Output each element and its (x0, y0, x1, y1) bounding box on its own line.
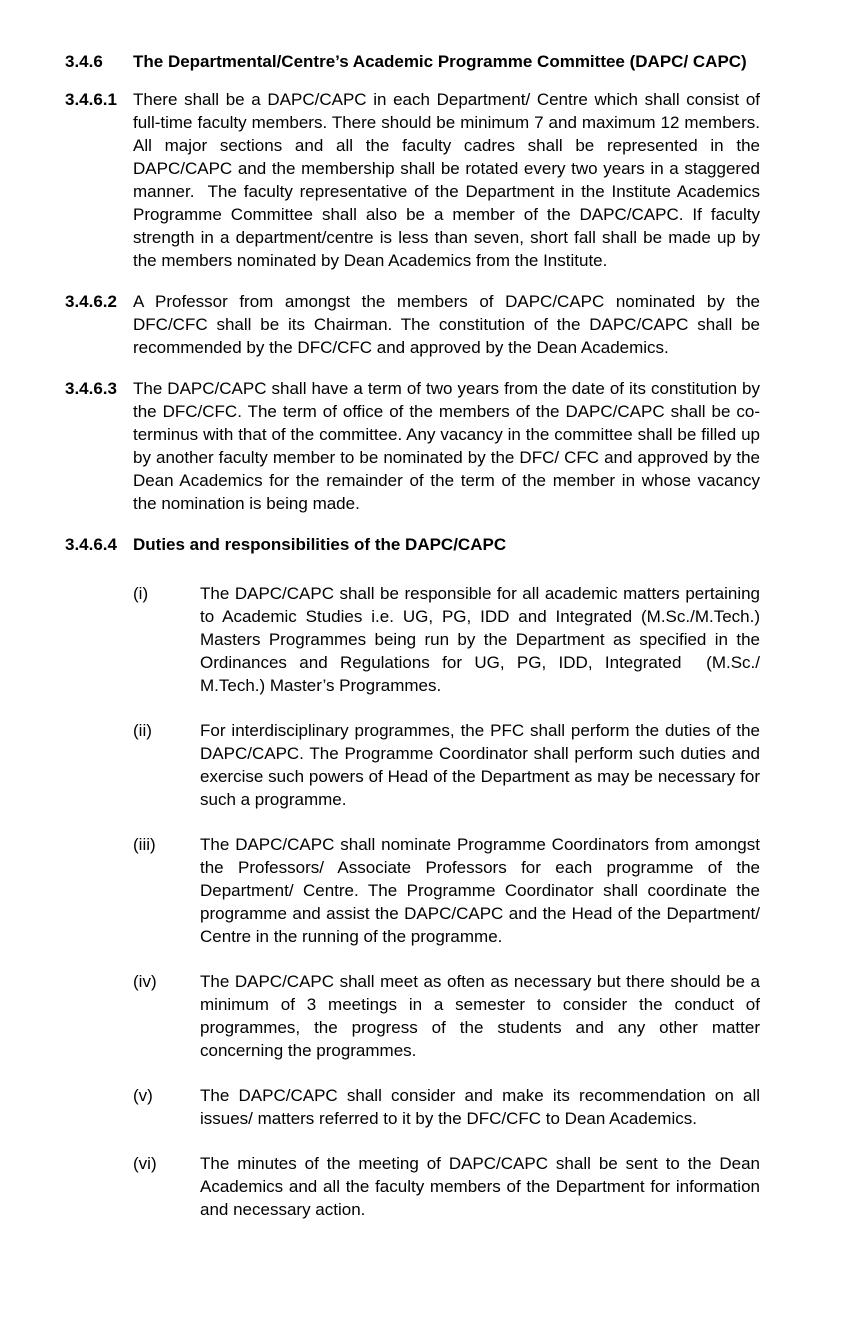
section-number: 3.4.6.4 (65, 535, 117, 554)
list-item-text: The DAPC/CAPC shall nominate Programme Coordinators from amongst the Professors/ Associate Professors for each programme of the Department/ Centre. The Programme Coordinator shall coordinate the programme and assist the DAPC/CAPC and the Head of the Department/ Centre in the running of the programme. (200, 835, 760, 946)
list-item-text: For interdisciplinary programmes, the PFC shall perform the duties of the DAPC/CAPC. The Programme Coordinator shall perform such duties and exercise such powers of Head of the Department as may be necessary for such a programme. (200, 721, 760, 809)
list-item-label: (i) (133, 584, 149, 603)
section-3-4-6 (65, 50, 760, 73)
section-number: 3.4.6 (65, 52, 103, 71)
list-item-iv (133, 970, 760, 1062)
list-item-label: (vi) (133, 1154, 157, 1173)
section-number: 3.4.6.1 (65, 90, 117, 109)
duties-list (133, 582, 760, 1221)
section-3-4-6-2 (65, 290, 760, 359)
list-item-text: The DAPC/CAPC shall be responsible for all academic matters pertaining to Academic Studies i.e. UG, PG, IDD and Integrated (M.Sc./M.Tech.) Masters Programmes being run by the Department as specified in the Ordinances and Regulations for UG, PG, IDD, Integrated (M.Sc./ M.Tech.) Master’s Programmes. (200, 584, 760, 695)
section-heading-text: The Departmental/Centre’s Academic Programme Committee (DAPC/ CAPC) (133, 52, 747, 71)
section-3-4-6-3 (65, 377, 760, 515)
section-3-4-6-1 (65, 88, 760, 272)
list-item-text: The DAPC/CAPC shall consider and make its recommendation on all issues/ matters referred to it by the DFC/CFC to Dean Academics. (200, 1086, 760, 1128)
list-item-v (133, 1084, 760, 1130)
list-item-iii (133, 833, 760, 948)
list-item-label: (iv) (133, 972, 157, 991)
list-item-text: The DAPC/CAPC shall meet as often as necessary but there should be a minimum of 3 meetings in a semester to consider the conduct of programmes, the progress of the students and any other matter concerning the programmes. (200, 972, 760, 1060)
section-paragraph: A Professor from amongst the members of DAPC/CAPC nominated by the DFC/CFC shall be its Chairman. The constitution of the DAPC/CAPC shall be recommended by the DFC/CFC and approved by the Dean Academics. (133, 292, 760, 357)
section-paragraph: There shall be a DAPC/CAPC in each Department/ Centre which shall consist of full-time faculty members. There should be minimum 7 and maximum 12 members. All major sections and all the faculty cadres shall be represented in the DAPC/CAPC and the membership shall be rotated every two years in a staggered manner. The faculty representative of the Department in the Institute Academics Programme Committee shall also be a member of the DAPC/CAPC. If faculty strength in a department/centre is less than seven, short fall shall be made up by the members nominated by Dean Academics from the Institute. (133, 90, 760, 270)
section-paragraph: The DAPC/CAPC shall have a term of two years from the date of its constitution by the DFC/CFC. The term of office of the members of the DAPC/CAPC shall be co-terminus with that of the committee. Any vacancy in the committee shall be filled up by another faculty member to be nominated by the DFC/ CFC and approved by the Dean Academics for the remainder of the term of the member in whose vacancy the nomination is being made. (133, 379, 760, 513)
list-item-label: (ii) (133, 721, 152, 740)
list-item-label: (v) (133, 1086, 153, 1105)
list-item-ii (133, 719, 760, 811)
list-item-vi (133, 1152, 760, 1221)
list-item-label: (iii) (133, 835, 156, 854)
section-number: 3.4.6.2 (65, 292, 117, 311)
section-subheading-text: Duties and responsibilities of the DAPC/CAPC (133, 535, 507, 554)
section-number: 3.4.6.3 (65, 379, 117, 398)
list-item-text: The minutes of the meeting of DAPC/CAPC shall be sent to the Dean Academics and all the faculty members of the Department for information and necessary action. (200, 1154, 760, 1219)
section-3-4-6-4 (65, 533, 760, 556)
list-item-i (133, 582, 760, 697)
